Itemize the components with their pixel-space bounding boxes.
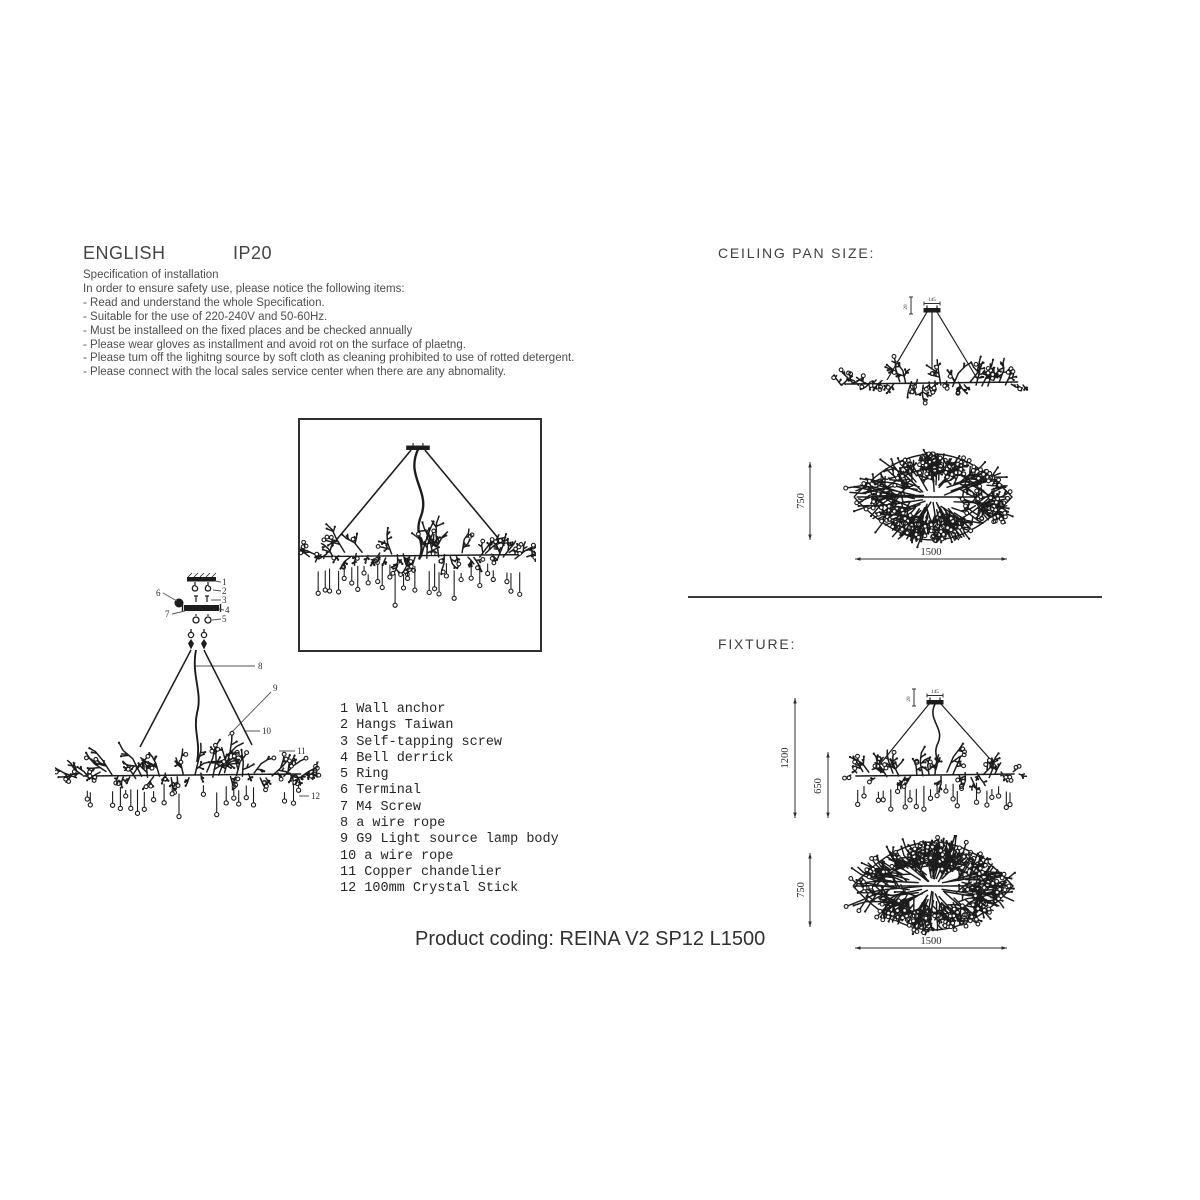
spec-item: - Suitable for the use of 220-240V and 50-60Hz. — [83, 310, 328, 323]
fixture-side-view — [843, 698, 1027, 812]
section-title-ceiling-pan: CEILING PAN SIZE: — [718, 245, 876, 261]
callout-number: 11 — [297, 746, 306, 756]
canopy-height-label: 20 — [906, 696, 912, 702]
overall-height-dimension — [780, 698, 797, 818]
callout-number: 7 — [165, 609, 170, 619]
spec-item: - Please wear gloves as installment and avoid rot on the surface of plaetng. — [83, 338, 466, 351]
language-label: ENGLISH — [83, 243, 166, 263]
parts-list-item: 5 Ring — [340, 767, 389, 783]
overall-height-1200-label: 1200 — [780, 747, 791, 769]
spec-title: Specification of installation — [83, 269, 219, 281]
depth-750-label: 750 — [796, 882, 807, 898]
fixture-height-650-label: 650 — [813, 778, 824, 794]
ip-rating-label: IP20 — [233, 243, 273, 263]
parts-list-item: 10 a wire rope — [340, 848, 454, 864]
fixture-top-view — [844, 835, 1016, 935]
callout-number: 12 — [311, 791, 320, 801]
ceiling-mount-detail-drawing — [175, 573, 221, 650]
ceiling-pan-side-view — [832, 306, 1028, 406]
callout-number: 4 — [225, 605, 230, 615]
callout-number: 3 — [222, 595, 227, 605]
parts-list-item: 7 M4 Screw — [340, 799, 422, 815]
installation-spec-block — [83, 269, 574, 380]
callout-number: 5 — [222, 614, 227, 624]
parts-assembly-diagram — [55, 570, 355, 830]
parts-list-item: 2 Hangs Taiwan — [340, 718, 454, 734]
fixture-height-dimension — [813, 752, 830, 818]
spec-item: - Read and understand the whole Specification. — [83, 296, 325, 309]
callout-number: 6 — [156, 588, 161, 598]
depth-750-label: 750 — [796, 493, 807, 509]
width-1500-label: 1500 — [920, 936, 942, 947]
spec-intro: In order to ensure safety use, please notice the following items: — [83, 282, 405, 295]
width-dimension — [855, 547, 1007, 561]
product-coding: Product coding: REINA V2 SP12 L1500 — [415, 928, 766, 950]
parts-list — [340, 702, 559, 898]
section-divider — [688, 596, 1102, 598]
canopy-width-label: 145 — [928, 297, 936, 303]
ceiling-pan-side-drawing — [830, 280, 1070, 420]
parts-list-item: 4 Bell derrick — [340, 750, 454, 766]
depth-dimension — [796, 462, 812, 540]
parts-list-item: 1 Wall anchor — [340, 702, 446, 717]
callout-number: 9 — [273, 683, 278, 693]
spec-item: - Please connect with the local sales service center when there are any abnomality. — [83, 366, 506, 379]
callout-number: 2 — [222, 586, 227, 596]
spec-item: - Please tum off the lighitng source by soft cloth as cleaning prohibited to use of rotted detergent. — [83, 352, 575, 365]
canopy-width-label: 145 — [931, 689, 939, 695]
ceiling-pan-top-drawing — [780, 445, 1070, 570]
callout-number: 1 — [222, 577, 227, 587]
parts-list-item: 12 100mm Crystal Stick — [340, 881, 519, 897]
parts-list-item: 3 Self-tapping screw — [340, 734, 503, 750]
parts-list-item: 11 Copper chandelier — [340, 864, 503, 880]
fixture-top-drawing — [780, 835, 1070, 965]
parts-list-item: 6 Terminal — [340, 783, 422, 799]
parts-list-item: 8 a wire rope — [340, 816, 446, 832]
canopy-height-label: 20 — [903, 304, 909, 310]
callout-number: 8 — [258, 661, 263, 671]
callout-number: 10 — [262, 726, 271, 736]
exploded-chandelier-drawing — [55, 650, 321, 819]
depth-dimension — [796, 853, 812, 927]
parts-list-item: 9 G9 Light source lamp body — [340, 832, 559, 848]
section-title-fixture: FIXTURE: — [718, 636, 797, 652]
spec-item: - Must be installeed on the fixed places and be checked annually — [83, 324, 413, 337]
ceiling-pan-top-view — [844, 449, 1014, 549]
width-1500-label: 1500 — [920, 547, 942, 558]
width-dimension — [855, 936, 1007, 950]
fixture-side-drawing — [770, 680, 1070, 830]
